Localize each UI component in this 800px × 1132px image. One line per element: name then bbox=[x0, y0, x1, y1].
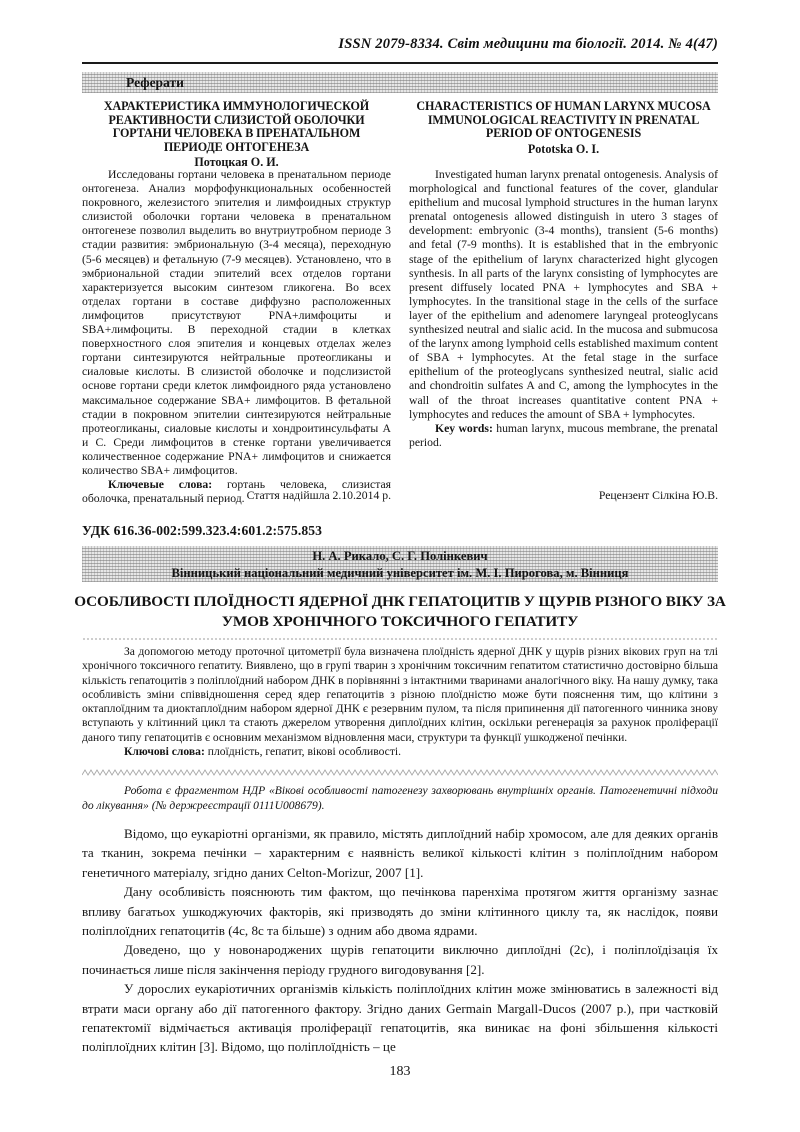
abstract-en-keywords-value: human larynx, mucous membrane, the prenatal period. bbox=[409, 421, 719, 449]
funding-note: Робота є фрагментом НДР «Вікові особливості патогенезу захворювань внутрішніх органів. Патогенетичні підходи до лікування» (№ держреєстрації 0111U008679). bbox=[82, 784, 718, 812]
article-author-banner bbox=[82, 546, 718, 582]
submission-date: Стаття надійшла 2.10.2014 р. bbox=[246, 489, 391, 502]
body-paragraph: У дорослих еукаріотичних організмів кількість поліплоїдних клітин може змінюватись в залежності від втрати маси органу або дії патогенного фактору. Згідно даних Germain Margall-Ducos (2007 р.), при частковій гепатектомії відмічається активація проліферації гепатоцитів, яка виникає на фоні збільшення кількості поліплоїдних клітин [3]. Відомо, що поліплоїдність – це bbox=[82, 981, 718, 1055]
article-affiliation: Вінницький національний медичний університет ім. М. І. Пирогова, м. Вінниця bbox=[171, 566, 629, 580]
zigzag-divider bbox=[82, 769, 718, 776]
body-paragraph: Дану особливість пояснюють тим фактом, що печінкова паренхіма протягом життя організму зазнає впливу багатьох ушкоджуючих факторів, які призводять до зміни клітинного циклу та, як наслідок, появи поліплоїдних гепатоцитів (4с, 8с та більше) з одним або двома ядрами. bbox=[82, 884, 718, 939]
abstract-ru-keywords-label: Ключевые слова: bbox=[108, 478, 213, 492]
abstract-en-keywords-label: Key words: bbox=[435, 421, 493, 435]
abstract-en-column bbox=[409, 168, 718, 506]
abstract-titles-row bbox=[82, 100, 718, 169]
abstract-en-body: Investigated human larynx prenatal ontogenesis. Analysis of morphological and functional features of the cover, glandular epithelium and mucosal lymphoid structures in the human larynx prenatal ontogenesis allowed distinguish in utero 3 stages of development: embryonic (3-4 months), transient (5-6 months) and fetal (7-9 months). It is established that in the embryonic stage of the epithelium of larynx characterized hight glycogen synthesis. In all parts of the larynx consisting of lymphocytes are present diffusely located PNA + lymphocytes and SBA + lymphocytes. In the transitional stage in the cells of the surface layer of the epithelium and adenomere laryngeal proteoglycans synthesized neutral and sialic acid. In the mucosa and submucosa of the larynx among lymphoid cells established maximum content of SBA + lymphocytes. At the fetal stage in the surface epithelium of the proteoglycans synthesized neutral, sialic acid and chondroitin sulfates A and C, among the lymphocytes in the wall of the throat increases quantitative content PNA + lymphocytes and reduces the amount of SBA + lymphocytes. bbox=[409, 168, 719, 421]
body-paragraph: Доведено, що у новонароджених щурів гепатоцити виключно диплоїдні (2с), і поліплоїдізація їх починається лише після закінчення періоду грудного вигодовування [2]. bbox=[82, 942, 718, 977]
abstract-en-title: CHARACTERISTICS OF HUMAN LARYNX MUCOSA IMMUNOLOGICAL REACTIVITY IN PRENATAL PERIOD OF ONTOGENESIS bbox=[416, 99, 711, 141]
article-keywords-value: плоїдність, гепатит, вікові особливості. bbox=[207, 745, 402, 759]
article-title: ОСОБЛИВОСТІ ПЛОЇДНОСТІ ЯДЕРНОЇ ДНК ГЕПАТОЦИТІВ У ЩУРІВ РІЗНОГО ВІКУ ЗА УМОВ ХРОНІЧНОГО ТОКСИЧНОГО ГЕПАТИТУ bbox=[74, 593, 726, 630]
udc-code: УДК 616.36-002:599.323.4:601.2:575.853 bbox=[82, 523, 323, 538]
abstract-ru-body: Исследованы гортани человека в пренатальном периоде онтогенеза. Анализ морфофункциональных особенностей покровного, железистого эпителия и лимфоидных структур слизистой оболочки гортани человека в пренатальном онтогенезе позволил выделить во внутриутробном периоде 3 стадии развития: эмбриональную (3-4 месяца), переходную (5-6 месяцев) и фетальную (7-9 месяцев). Установлено, что в эмбриональной стадии эпителий всех отделов гортани характеризуется высоким синтезом гликогена. Во всех отделах гортани в составе диффузно расположенных лимфоцитов присутствуют PNA+лимфоциты и SBA+лимфоциты. В переходной стадии в клетках поверхностного слоя эпителия и концевых отделах желез гортани синтезируются нейтральные протеогликаны и сиаловые кислоты. В слизистой оболочке и подслизистой основе гортани среди клеток лимфоидного ряда установлено максимальное содержание SBA+ лимфоцитов. В фетальной стадии в покровном эпителии синтезируются нейтральные протеогликаны, сиаловые кислоты и хондроитинсульфаты А и С. Среди лимфоцитов в стенке гортани увеличивается количественное содержание PNA+ лимфоцитов и снижается количество SBA+ лимфоцитов. bbox=[82, 168, 391, 477]
abstract-ru-heading bbox=[82, 100, 391, 169]
article-abstract: За допомогою методу проточної цитометрії була визначена плоїдність ядерної ДНК у щурів різних вікових груп на тлі хронічного токсичного гепатиту. Виявлено, що в групі тварин з хронічним токсичним гепатитом статистично достовірно більша кількість гепатоцитів з поліплоїдний набором ДНК в порівнянні з інтактними тваринами аналогічного віку. На нашу думку, така особливість зміни співвідношення серед ядер гепатоцитів з різною плоїдністю може бути пояснення тим, що клітини з октаплоїдним та диоктаплоїдним набором ядерної ДНК є резервним пулом, та після припинення дії патогенного чинника знову вступають у клітинний цикл та стають джерелом утворення диплоїдних клітин, оскільки регенерація за рахунок проліферації даного типу гепатоцитів є основним механізмом відновлення маси, структури та функції ушкодженої печінки. bbox=[82, 645, 718, 744]
abstract-ru-title: ХАРАКТЕРИСТИКА ИММУНОЛОГИЧЕСКОЙ РЕАКТИВНОСТИ СЛИЗИСТОЙ ОБОЛОЧКИ ГОРТАНИ ЧЕЛОВЕКА В ПРЕНАТАЛЬНОМ ПЕРИОДЕ ОНТОГЕНЕЗА bbox=[103, 99, 370, 154]
abstract-en-author: Pototska O. I. bbox=[527, 141, 600, 156]
body-paragraph: Відомо, що еукаріотні організми, як правило, містять диплоїдний набір хромосом, але для деяких органів та тканин, зокрема печінки – характерним є наявність великої кількості клітин з поліплоїдним набором генетичного матеріалу, згідно даних Celton-Morizur, 2007 [1]. bbox=[82, 826, 718, 880]
abstract-ru-keywords-value: гортань человека, слизистая оболочка, пренатальный период. bbox=[82, 478, 392, 506]
reviewer-line: Рецензент Сілкіна Ю.В. bbox=[598, 489, 718, 502]
abstract-ru-column bbox=[82, 168, 391, 506]
article-abstract-block bbox=[82, 645, 718, 759]
abstract-en-keywords bbox=[409, 422, 718, 450]
abstract-ru-author: Потоцкая О. И. bbox=[194, 155, 279, 170]
article-body bbox=[82, 824, 718, 1057]
section-banner-abstracts bbox=[82, 72, 718, 93]
page-number: 183 bbox=[389, 1064, 411, 1079]
article-authors: Н. А. Рикало, С. Г. Полінкевич bbox=[312, 549, 488, 563]
dotted-divider-top bbox=[82, 636, 718, 640]
article-keywords-label: Ключові слова: bbox=[124, 745, 205, 759]
header-rule bbox=[82, 62, 718, 64]
article-keywords bbox=[82, 745, 718, 759]
abstract-body-row bbox=[82, 168, 718, 506]
running-head: ISSN 2079-8334. Світ медицини та біології. 2014. № 4(47) bbox=[338, 36, 718, 52]
abstract-en-heading bbox=[409, 100, 718, 169]
section-banner-label: Реферати bbox=[126, 75, 184, 90]
